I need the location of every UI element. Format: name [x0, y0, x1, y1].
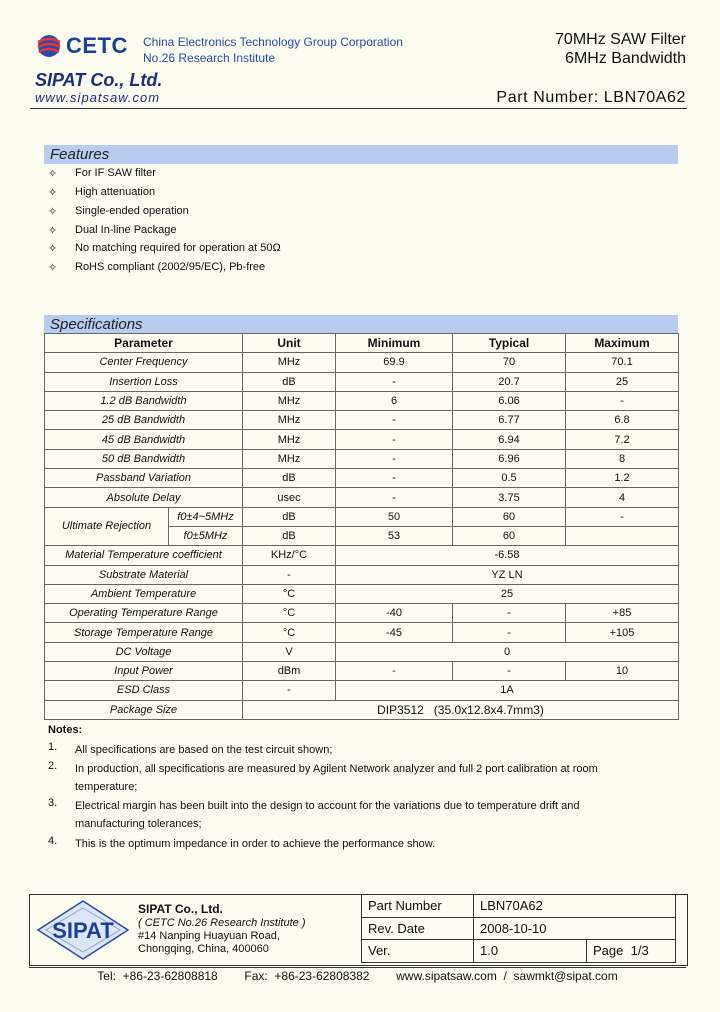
- table-row: 45 dB Bandwidth MHz - 6.94 7.2: [45, 430, 679, 449]
- table-row: Substrate Material - YZ LN: [45, 565, 679, 584]
- sipat-logo-text: SIPAT: [52, 918, 114, 943]
- table-row: Ultimate Rejection f0±4~5MHz dB 50 60 -: [45, 507, 679, 526]
- org-line-1: China Electronics Technology Group Corporation: [143, 35, 403, 49]
- table-header-row: [45, 334, 679, 353]
- product-title: 70MHz SAW Filter: [555, 31, 686, 48]
- contact-line: Tel: +86-23-62808818 Fax: +86-23-62808382 www.sipatsaw.com / sawmkt@sipat.com: [97, 969, 618, 983]
- footer-row: [362, 917, 676, 940]
- bullet-icon: ✧: [48, 187, 58, 199]
- ver-value: 1.0: [474, 940, 587, 963]
- footer-info-table: [361, 894, 676, 963]
- specifications-table: [44, 333, 679, 720]
- features-section-bar: [44, 145, 678, 164]
- table-row: 1.2 dB Bandwidth MHz 6 6.06 -: [45, 391, 679, 410]
- table-row: f0±5MHz dB 53 60: [45, 526, 679, 545]
- footer-address-2: Chongqing, China, 400060: [138, 943, 269, 955]
- part-number-header: Part Number: LBN70A62: [496, 89, 686, 106]
- table-row: Input Power dBm - - 10: [45, 662, 679, 681]
- table-row: Material Temperature coefficient KHz/°C -6.58: [45, 546, 679, 565]
- features-title: Features: [50, 146, 110, 163]
- bullet-icon: ✧: [48, 206, 58, 218]
- bullet-icon: ✧: [48, 225, 58, 237]
- table-row: Package Size DIP3512 (35.0x12.8x4.7mm3): [45, 700, 679, 719]
- product-bandwidth: 6MHz Bandwidth: [565, 50, 686, 67]
- cetc-globe-logo: [36, 32, 62, 58]
- part-value: LBN70A62: [474, 895, 676, 918]
- table-row: Ambient Temperature °C 25: [45, 584, 679, 603]
- bullet-icon: ✧: [48, 168, 58, 180]
- contact-divider: [29, 967, 686, 968]
- col-header-parameter: Parameter: [45, 334, 243, 353]
- specifications-title: Specifications: [50, 316, 143, 333]
- table-row: Storage Temperature Range °C -45 - +105: [45, 623, 679, 642]
- footer-row: [362, 940, 676, 963]
- footer-address-1: #14 Nanping Huayuan Road,: [138, 930, 280, 942]
- table-row: Center Frequency MHz 69.9 70 70.1: [45, 353, 679, 372]
- date-value: 2008-10-10: [474, 917, 676, 940]
- table-row: 25 dB Bandwidth MHz - 6.77 6.8: [45, 411, 679, 430]
- specifications-section-bar: [44, 315, 678, 334]
- table-row: Passband Variation dB - 0.5 1.2: [45, 469, 679, 488]
- notes-title: Notes:: [48, 724, 83, 736]
- company-name: SIPAT Co., Ltd.: [35, 70, 163, 90]
- ver-label: Ver.: [362, 940, 474, 963]
- table-row: Insertion Loss dB - 20.7 25: [45, 372, 679, 391]
- header-divider: [30, 108, 687, 109]
- col-header-unit: Unit: [243, 334, 336, 353]
- footer-company: SIPAT Co., Ltd.: [138, 902, 223, 916]
- org-line-2: No.26 Research Institute: [143, 51, 276, 65]
- footer-row: [362, 895, 676, 918]
- table-row: ESD Class - 1A: [45, 681, 679, 700]
- cetc-logo-text: CETC: [66, 33, 128, 58]
- bullet-icon: ✧: [48, 262, 58, 274]
- col-header-minimum: Minimum: [336, 334, 453, 353]
- date-label: Rev. Date: [362, 917, 474, 940]
- table-row: Absolute Delay usec - 3.75 4: [45, 488, 679, 507]
- bullet-icon: ✧: [48, 243, 58, 255]
- col-header-typical: Typical: [453, 334, 566, 353]
- page-indicator: Page 1/3: [587, 940, 676, 963]
- table-row: 50 dB Bandwidth MHz - 6.96 8: [45, 449, 679, 468]
- sipat-logo: [36, 899, 130, 961]
- table-row: DC Voltage V 0: [45, 642, 679, 661]
- col-header-maximum: Maximum: [566, 334, 679, 353]
- company-website[interactable]: www.sipatsaw.com: [35, 90, 161, 105]
- table-row: Operating Temperature Range °C -40 - +85: [45, 604, 679, 623]
- part-label: Part Number: [362, 895, 474, 918]
- rejection-label: Ultimate Rejection: [45, 507, 169, 546]
- footer-institute: ( CETC No.26 Research Institute ): [138, 917, 306, 929]
